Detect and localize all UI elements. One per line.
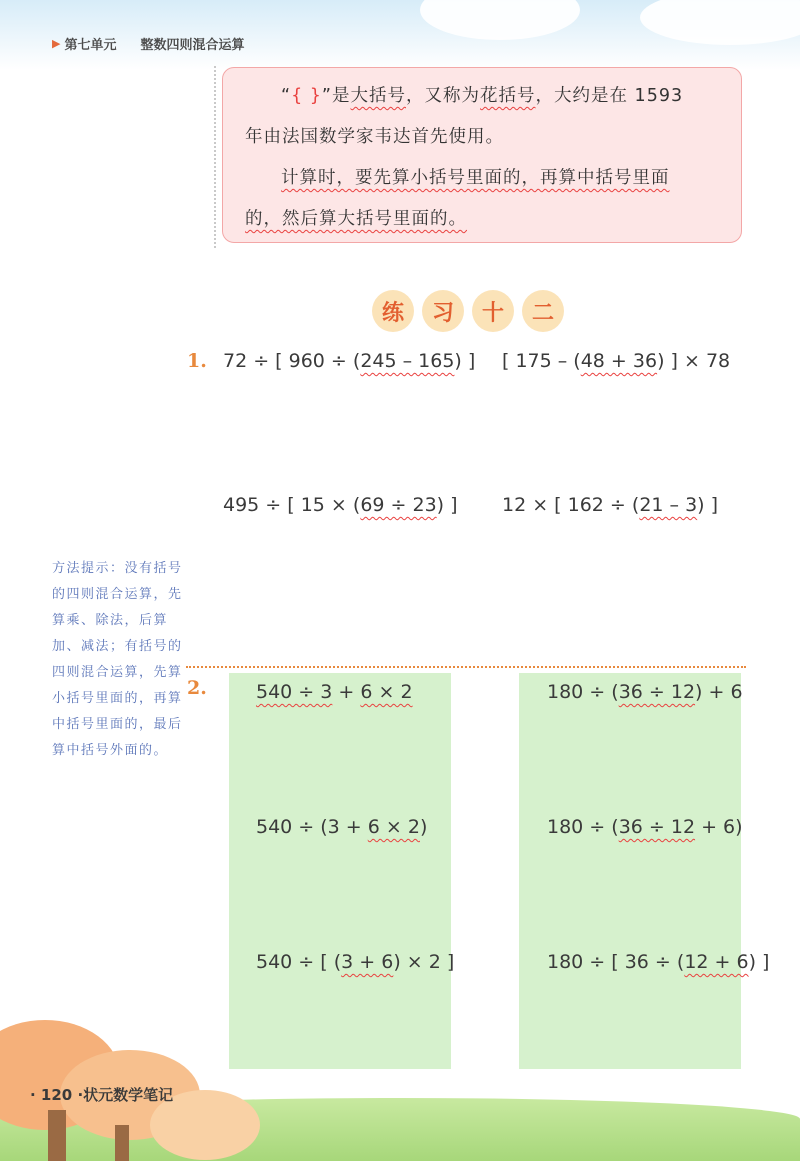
section-divider (186, 666, 746, 668)
work-area-left (229, 673, 451, 1069)
work-area-right (519, 673, 741, 1069)
tree-trunk (115, 1125, 129, 1161)
title-char: 十 (472, 290, 514, 332)
brace-symbol: { } (291, 86, 322, 106)
book-title: 状元数学笔记 (83, 1086, 174, 1104)
margin-divider (214, 66, 216, 248)
page-number: 120 (40, 1086, 73, 1104)
term-big-bracket: 大括号 (350, 86, 406, 106)
expression: 540 ÷ (3 + 6 × 2) (256, 816, 428, 838)
unit-header (52, 34, 245, 53)
expression: [ 175 – (48 + 36) ] × 78 (502, 350, 731, 372)
note-line-2: 年由法国数学家韦达首先使用。 (245, 127, 504, 147)
note-line-4: 的，然后算大括号里面的。 (245, 209, 467, 229)
term-curly-bracket: 花括号 (480, 86, 536, 106)
method-tip: 方法提示：没有括号的四则混合运算，先算乘、除法，后算加、减法；有括号的四则混合运算，先算小括号里面的，再算中括号里面的，最后算中括号外面的。 (52, 561, 183, 758)
exercise-title (372, 290, 564, 332)
question-2-number: 2. (187, 677, 207, 699)
tree-trunk (48, 1110, 66, 1161)
expression: 72 ÷ [ 960 ÷ (245 – 165) ] (223, 350, 476, 372)
note-line-3: 计算时，要先算小括号里面的，再算中括号里面 (281, 168, 670, 188)
expression: 12 × [ 162 ÷ (21 – 3) ] (502, 494, 719, 516)
question-1-number: 1. (187, 350, 207, 372)
title-char: 练 (372, 290, 414, 332)
note-line-1: “{ }”是大括号，又称为花括号，大约是在 1593 (281, 86, 684, 106)
topic-label: 整数四则混合运算 (140, 38, 245, 53)
expression: 495 ÷ [ 15 × (69 ÷ 23) ] (223, 494, 458, 516)
triangle-icon: ▶ (52, 37, 61, 50)
expression: 180 ÷ (36 ÷ 12) + 6 (547, 681, 743, 703)
expression: 180 ÷ [ 36 ÷ (12 + 6) ] (547, 951, 770, 973)
page-footer: · 120 ·状元数学笔记 (30, 1086, 174, 1104)
expression: 540 ÷ 3 + 6 × 2 (256, 681, 413, 703)
title-char: 二 (522, 290, 564, 332)
knowledge-note (222, 67, 742, 243)
expression: 180 ÷ (36 ÷ 12 + 6) (547, 816, 743, 838)
title-char: 习 (422, 290, 464, 332)
unit-label: 第七单元 (64, 38, 117, 53)
expression: 540 ÷ [ (3 + 6) × 2 ] (256, 951, 455, 973)
